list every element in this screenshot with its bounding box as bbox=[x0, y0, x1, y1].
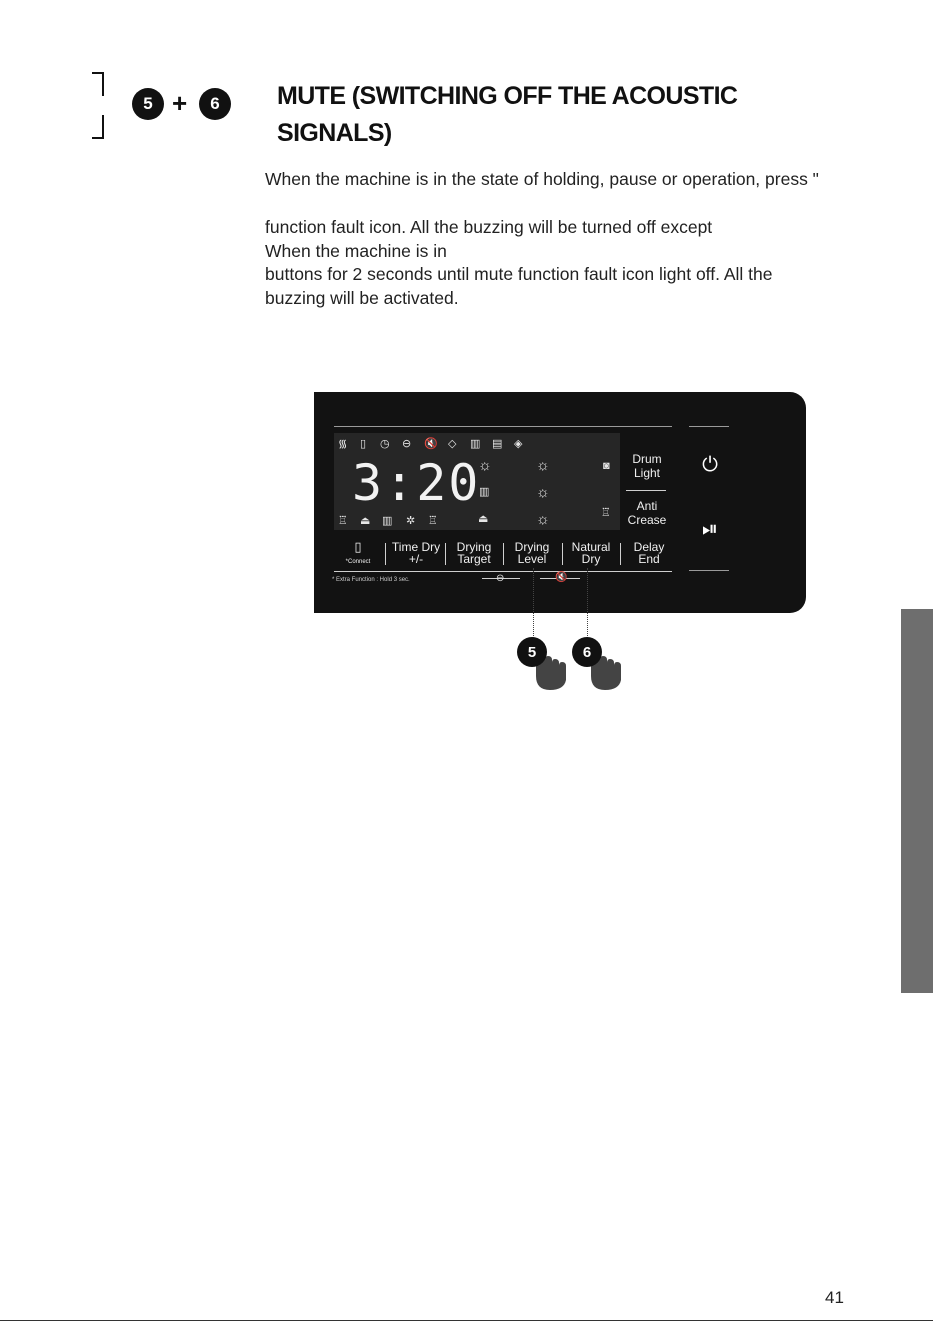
page-number: 41 bbox=[825, 1288, 844, 1307]
badge-6: 6 bbox=[199, 88, 231, 120]
drying-level-button[interactable]: Drying Level bbox=[514, 540, 550, 566]
body-line-4: buttons for 2 seconds until mute function fault icon light off. All the bbox=[265, 264, 773, 284]
snow-icon: ✲ bbox=[406, 515, 416, 527]
button-divider bbox=[385, 543, 386, 565]
filter-icon: ◇ bbox=[448, 438, 457, 450]
mute-icon: 🔇 bbox=[555, 572, 568, 583]
child-lock-icon: ⊖ bbox=[402, 438, 412, 450]
title-line-2: SIGNALS) bbox=[277, 119, 392, 147]
iron-icon: ⏏ bbox=[478, 513, 489, 525]
callout-5: 5 bbox=[517, 637, 547, 667]
bracket-bottom bbox=[92, 115, 104, 139]
body-line-2: function fault icon. All the buzzing will be turned off except bbox=[265, 217, 713, 237]
shirt-icon: ♖ bbox=[428, 515, 438, 527]
bracket-top bbox=[92, 72, 104, 96]
shirt-icon: ♖ bbox=[338, 515, 348, 527]
clock-icon: ◷ bbox=[380, 438, 390, 450]
sun-icon: ☼ bbox=[536, 511, 550, 528]
sun-icon: ☼ bbox=[478, 457, 492, 474]
right-bottom-rule bbox=[689, 570, 729, 571]
button-divider bbox=[562, 543, 563, 565]
shirt-icon: ♖ bbox=[601, 507, 611, 519]
phone-icon: ▯ bbox=[354, 539, 362, 554]
extra-function-note: * Extra Function : Hold 3 sec. bbox=[332, 577, 410, 583]
body-line-5: buzzing will be activated. bbox=[265, 288, 459, 308]
side-divider bbox=[626, 490, 666, 491]
panel-top-rule bbox=[334, 426, 672, 427]
sun-icon: ☼ bbox=[536, 484, 550, 501]
button-divider bbox=[445, 543, 446, 565]
mute-icon: 🔇 bbox=[424, 438, 438, 450]
connect-button[interactable]: ▯ *Connect bbox=[345, 539, 371, 565]
time-dry-button[interactable]: Time Dry +/- bbox=[391, 540, 441, 566]
sun-icon: ☼ bbox=[536, 457, 550, 474]
callout-6: 6 bbox=[572, 637, 602, 667]
heater-icon: ▥ bbox=[470, 438, 481, 450]
wifi-icon: ᯾ bbox=[338, 438, 348, 450]
panel-top-rule-right bbox=[689, 426, 729, 427]
title-line-1: MUTE (SWITCHING OFF THE ACOUSTIC bbox=[277, 82, 738, 110]
chapter-tab bbox=[901, 609, 933, 993]
condenser-icon: ▤ bbox=[492, 438, 503, 450]
play-pause-button[interactable]: ⏯ bbox=[702, 518, 718, 540]
body-line-3: When the machine is in bbox=[265, 241, 447, 261]
plus-sign: + bbox=[172, 88, 188, 118]
control-panel bbox=[314, 392, 806, 613]
lcd-display bbox=[334, 433, 620, 530]
child-lock-icon: ⊖ bbox=[496, 573, 505, 584]
badge-5: 5 bbox=[132, 88, 164, 120]
cabinet-icon: ▥ bbox=[479, 486, 490, 498]
drum-light-icon: ◙ bbox=[603, 460, 610, 472]
section-title bbox=[277, 78, 837, 152]
phone-icon: ▯ bbox=[360, 438, 367, 450]
body-line-1: When the machine is in the state of holding, pause or operation, press " bbox=[265, 169, 819, 189]
panel-bottom-rule bbox=[334, 571, 672, 572]
tank-icon: ◈ bbox=[514, 438, 523, 450]
delay-end-button[interactable]: Delay End bbox=[633, 540, 665, 566]
natural-dry-button[interactable]: Natural Dry bbox=[571, 540, 611, 566]
anti-crease-button[interactable]: Anti Crease bbox=[627, 499, 667, 527]
iron-icon: ⏏ bbox=[360, 515, 371, 527]
cabinet-icon: ▥ bbox=[382, 515, 393, 527]
power-button[interactable]: ⏻ bbox=[702, 454, 718, 476]
time-readout: 3:20 bbox=[352, 454, 481, 512]
drying-target-button[interactable]: Drying Target bbox=[456, 540, 492, 566]
footer-rule bbox=[0, 1320, 933, 1321]
button-divider bbox=[503, 543, 504, 565]
button-divider bbox=[620, 543, 621, 565]
drum-light-button[interactable]: Drum Light bbox=[632, 452, 662, 480]
